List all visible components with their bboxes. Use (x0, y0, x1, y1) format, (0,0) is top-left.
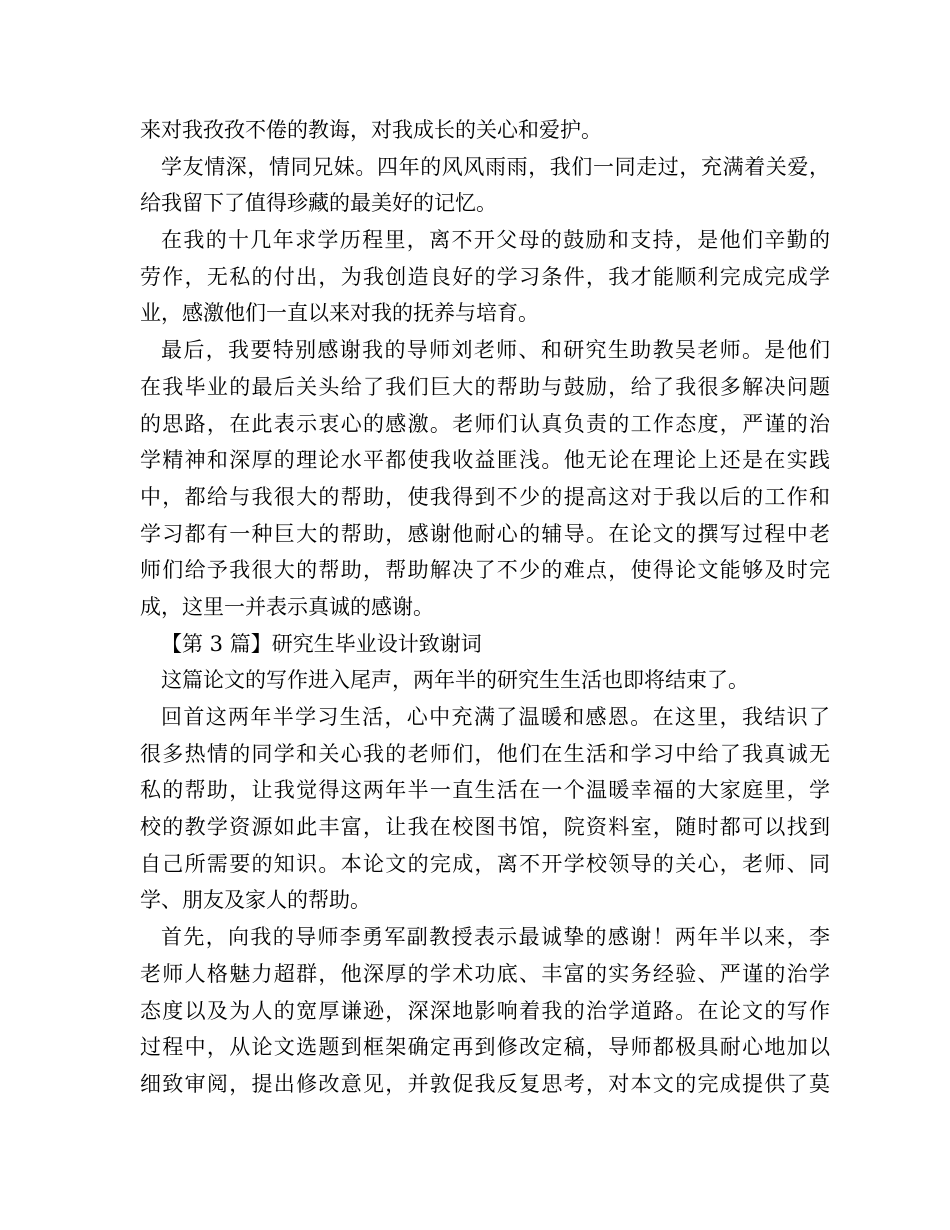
document-body (140, 112, 830, 1103)
text-line: 首先，向我的导师李勇军副教授表示最诚挚的感谢！两年半以来，李 (161, 925, 830, 950)
text-line: 在我的十几年求学历程里，离不开父母的鼓励和支持，是他们辛勤的 (161, 228, 830, 253)
text-line: 这篇论文的写作进入尾声，两年半的研究生生活也即将结束了。 (161, 668, 749, 693)
text-line: 最后，我要特别感谢我的导师刘老师、和研究生助教吴老师。是他们 (161, 338, 830, 363)
text-line: 很多热情的同学和关心我的老师们，他们在生活和学习中给了我真诚无 (140, 741, 830, 766)
text-line: 来对我孜孜不倦的教诲，对我成长的关心和爱护。 (140, 118, 602, 142)
text-line: 给我留下了值得珍藏的最美好的记忆。 (140, 191, 497, 216)
text-line: 劳作，无私的付出，为我创造良好的学习条件，我才能顺利完成完成学 (140, 264, 830, 289)
text-line: 学精神和深厚的理论水平都使我收益匪浅。他无论在理论上还是在实践 (140, 448, 830, 473)
text-line: 师们给予我很大的帮助，帮助解决了不少的难点，使得论文能够及时完 (140, 558, 830, 583)
text-line: 中，都给与我很大的帮助，使我得到不少的提高这对于我以后的工作和 (140, 484, 830, 509)
text-line: 成，这里一并表示真诚的感谢。 (140, 594, 434, 619)
text-line: 学习都有一种巨大的帮助，感谢他耐心的辅导。在论文的撰写过程中老 (140, 521, 830, 546)
text-line: 态度以及为人的宽厚谦逊，深深地影响着我的治学道路。在论文的写作 (140, 998, 830, 1023)
text-line: 的思路，在此表示衷心的感激。老师们认真负责的工作态度，严谨的治 (140, 411, 830, 436)
text-line: 学友情深，情同兄妹。四年的风风雨雨，我们一同走过，充满着关爱， (161, 154, 830, 179)
text-line: 在我毕业的最后关头给了我们巨大的帮助与鼓励，给了我很多解决问题 (140, 374, 830, 399)
text-line: 自己所需要的知识。本论文的完成，离不开学校领导的关心，老师、同 (140, 851, 830, 876)
text-line: 过程中，从论文选题到框架确定再到修改定稿，导师都极具耐心地加以 (140, 1035, 830, 1060)
text-line: 校的教学资源如此丰富，让我在校图书馆，院资料室，随时都可以找到 (140, 815, 830, 840)
text-line: 学、朋友及家人的帮助。 (140, 888, 371, 913)
text-line: 回首这两年半学习生活，心中充满了温暖和感恩。在这里，我结识了 (161, 705, 830, 729)
section-heading: 【第 3 篇】研究生毕业设计致谢词 (161, 631, 482, 656)
text-line: 业，感激他们一直以来对我的抚养与培育。 (140, 301, 539, 326)
text-line: 细致审阅，提出修改意见，并敦促我反复思考，对本文的完成提供了莫 (140, 1071, 830, 1096)
text-line: 老师人格魅力超群，他深厚的学术功底、丰富的实务经验、严谨的治学 (140, 961, 830, 986)
text-line: 私的帮助，让我觉得这两年半一直生活在一个温暖幸福的大家庭里，学 (140, 778, 830, 803)
